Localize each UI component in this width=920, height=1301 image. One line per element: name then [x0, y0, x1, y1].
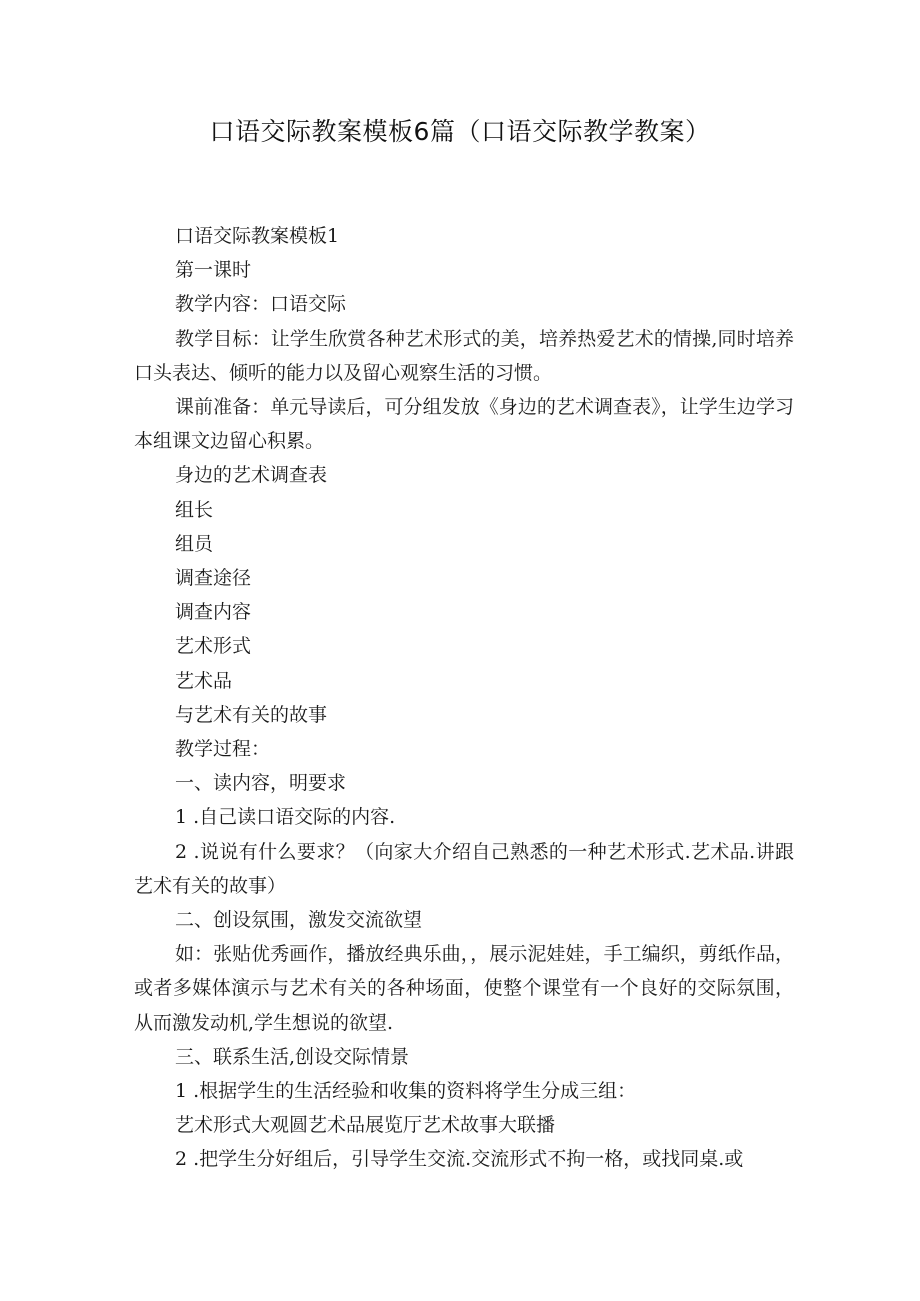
paragraph-preparation: 课前准备：单元导读后，可分组发放《身边的艺术调查表》，让学生边学习本组课文边留心积累。 — [134, 396, 794, 453]
paragraph-process-heading: 教学过程： — [175, 738, 271, 761]
paragraph-survey-item: 艺术品 — [175, 669, 233, 692]
paragraph-list-item: 2 .说说有什么要求？（向家大介绍自己熟悉的一种艺术形式.艺术品.讲跟艺术有关的故事） — [134, 840, 794, 897]
paragraph-survey-item: 与艺术有关的故事 — [175, 703, 328, 726]
paragraph-survey-title: 身边的艺术调查表 — [175, 464, 328, 487]
paragraph-list-item: 1 .根据学生的生活经验和收集的资料将学生分成三组： — [175, 1080, 637, 1103]
paragraph-objectives: 教学目标：让学生欣赏各种艺术形式的美，培养热爱艺术的情操,同时培养口头表达、倾听的能力以及留心观察生活的习惯。 — [134, 327, 794, 384]
paragraph-survey-item: 组员 — [175, 532, 214, 555]
document-title: 口语交际教案模板6篇（口语交际教学教案） — [209, 117, 711, 146]
paragraph-groups: 艺术形式大观圆艺术品展览厅艺术故事大联播 — [175, 1114, 556, 1137]
paragraph-content: 教学内容：口语交际 — [175, 293, 347, 316]
paragraph-list-item: 2 .把学生分好组后，引导学生交流.交流形式不拘一格，或找同桌.或 — [175, 1148, 744, 1171]
paragraph-step-heading: 二、创设氛围，激发交流欲望 — [175, 909, 423, 932]
document-body — [134, 219, 794, 1177]
paragraph-survey-item: 调查内容 — [175, 601, 252, 624]
paragraph-example: 如：张贴优秀画作，播放经典乐曲，，展示泥娃娃，手工编织，剪纸作品，或者多媒体演示与艺术有关的各种场面，使整个课堂有一个良好的交际氛围，从而激发动机,学生想说的欲望. — [134, 943, 794, 1034]
paragraph-step-heading: 三、联系生活,创设交际情景 — [175, 1045, 410, 1068]
paragraph-step-heading: 一、读内容，明要求 — [175, 772, 347, 795]
paragraph-survey-item: 调查途径 — [175, 567, 252, 590]
paragraph-list-item: 1 .自己读口语交际的内容. — [175, 806, 396, 829]
paragraph-section-heading: 口语交际教案模板1 — [175, 225, 340, 247]
paragraph-survey-item: 艺术形式 — [175, 635, 252, 658]
paragraph-survey-item: 组长 — [175, 498, 214, 521]
paragraph-lesson: 第一课时 — [175, 259, 252, 282]
